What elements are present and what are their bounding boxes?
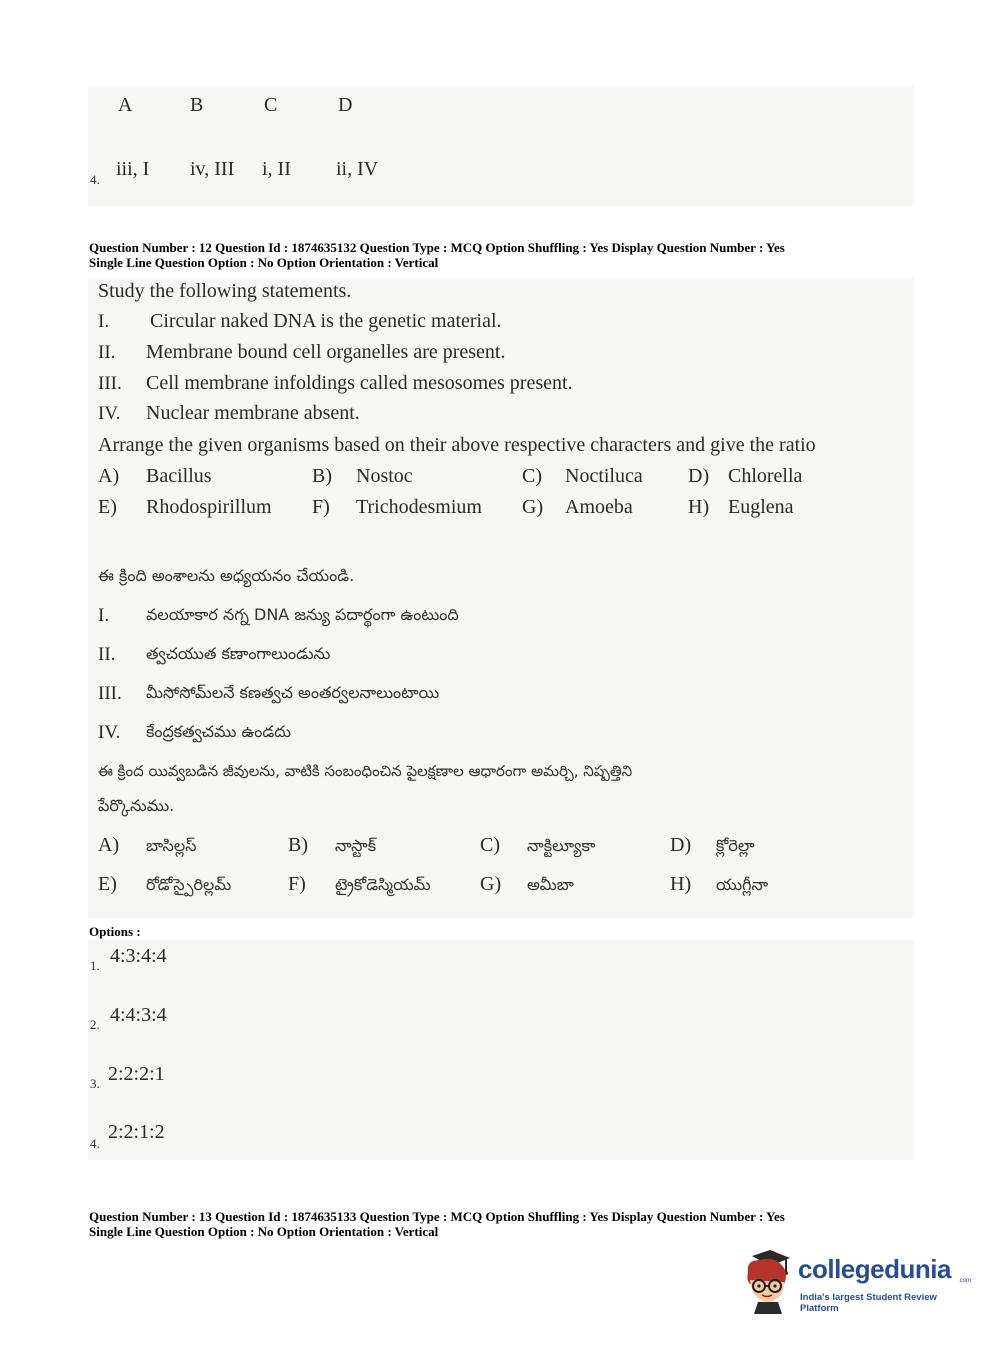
statement-4-num: IV. [98,403,121,424]
option-3-number: 3. [90,1076,100,1091]
prev-cell-c: i, II [262,158,291,180]
question-13-meta-2: Single Line Question Option : No Option Orientation : Vertical [89,1224,439,1239]
organism-key-c: C) [522,465,542,487]
question-12-instruction: Arrange the given organisms based on their above respective characters and give the ratio [98,434,816,456]
telugu-statement-1-text: వలయాకార నగ్న DNA జన్యు పదార్థంగా ఉంటుంది [146,605,459,624]
logo-wordmark: collegedunia [798,1254,951,1284]
statement-1-text: Circular naked DNA is the genetic material. [150,310,502,332]
prev-cell-a: iii, I [116,158,150,180]
option-1-number: 1. [90,958,100,973]
logo-tagline: India's largest Student Review Platform [800,1292,937,1314]
option-2-number: 2. [90,1017,100,1032]
student-mascot-icon [740,1250,798,1314]
organism-key-g: G) [522,496,544,518]
options-label: Options : [89,924,141,939]
option-2-value[interactable]: 4:4:3:4 [110,1004,167,1026]
telugu-intro: ఈ క్రింది అంశాలను అధ్యయనం చేయండి. [98,566,355,585]
question-13-meta: Question Number : 13 Question Id : 1874635133 Question Type : MCQ Option Shuffling : Yes Display Question Number : Yes [89,1209,785,1224]
telugu-organism-key-b: B) [288,834,308,856]
telugu-statement-4-text: కేంద్రకత్వచము ఉండదు [146,722,292,741]
telugu-organism-key-e: E) [98,873,117,895]
organism-key-a: A) [98,465,120,487]
question-12-meta-2: Single Line Question Option : No Option Orientation : Vertical [89,255,439,270]
statement-4-text: Nuclear membrane absent. [146,402,360,424]
telugu-statement-2-num: II. [98,644,116,665]
telugu-statement-4-num: IV. [98,722,121,743]
telugu-statement-3-num: III. [98,683,122,704]
telugu-statement-2-text: త్వచయుత కణాంగాలుండును [146,644,331,663]
question-12-meta: Question Number : 12 Question Id : 1874635132 Question Type : MCQ Option Shuffling : Yes Display Question Number : Yes [89,240,785,255]
telugu-organism-d: క్లోరెల్లా [716,836,755,855]
organism-d: Chlorella [728,465,803,487]
option-4-number: 4. [90,1136,100,1151]
organism-key-h: H) [688,496,710,518]
telugu-organism-g: అమీబా [527,875,574,894]
options-scan [88,940,914,1160]
prev-cell-b: iv, III [190,158,235,180]
telugu-statement-3-text: మీసోసోమ్‌లనే కణత్వచ అంతర్వలనాలుంటాయి [146,683,440,702]
statement-2-text: Membrane bound cell organelles are present. [146,341,506,363]
organism-key-e: E) [98,496,117,518]
option-4-value[interactable]: 2:2:1:2 [108,1121,165,1143]
organism-f: Trichodesmium [356,496,482,518]
statement-2-num: II. [98,342,116,363]
prev-header-a: A [118,94,133,116]
telugu-organism-a: బాసిల్లస్ [146,836,197,855]
prev-header-c: C [264,94,278,116]
prev-option-number: 4. [90,172,100,187]
telugu-instruction-line-1: ఈ క్రింద యివ్వబడిన జీవులను, వాటికి సంబంధించిన పైలక్షణాల ఆధారంగా అమర్చి, నిష్పత్తిని [98,762,633,780]
prev-cell-d: ii, IV [336,158,379,180]
telugu-organism-h: యుగ్లీనా [716,875,769,894]
collegedunia-logo[interactable] [740,1250,970,1314]
telugu-organism-key-h: H) [670,873,692,895]
statement-3-num: III. [98,373,122,394]
statement-1-num: I. [98,311,110,332]
organism-key-f: F) [312,496,330,518]
organism-key-b: B) [312,465,332,487]
telugu-organism-key-f: F) [288,873,306,895]
organism-h: Euglena [728,496,794,518]
telugu-statement-1-num: I. [98,605,110,626]
prev-header-d: D [338,94,353,116]
telugu-organism-b: నాస్టాక్ [335,836,377,855]
telugu-organism-c: నాక్టిల్యూకా [527,836,596,855]
organism-a: Bacillus [146,465,212,487]
organism-key-d: D) [688,465,710,487]
telugu-instruction-line-2: పేర్కొనుము. [98,796,175,815]
organism-c: Noctiluca [565,465,643,487]
telugu-organism-f: ట్రైకోడెస్మియమ్ [335,875,431,894]
option-3-value[interactable]: 2:2:2:1 [108,1063,165,1085]
logo-domain-suffix: .com [958,1278,972,1284]
organism-b: Nostoc [356,465,413,487]
telugu-organism-e: రోడోస్పైరిల్లమ్ [146,875,232,894]
telugu-organism-key-d: D) [670,834,692,856]
organism-g: Amoeba [565,496,633,518]
question-12-intro: Study the following statements. [98,280,352,302]
telugu-organism-key-a: A) [98,834,120,856]
telugu-organism-key-g: G) [480,873,502,895]
prev-header-b: B [190,94,204,116]
organism-e: Rhodospirillum [146,496,272,518]
prev-question-scan [88,86,914,206]
telugu-organism-key-c: C) [480,834,500,856]
statement-3-text: Cell membrane infoldings called mesosomes present. [146,372,573,394]
option-1-value[interactable]: 4:3:4:4 [110,945,167,967]
